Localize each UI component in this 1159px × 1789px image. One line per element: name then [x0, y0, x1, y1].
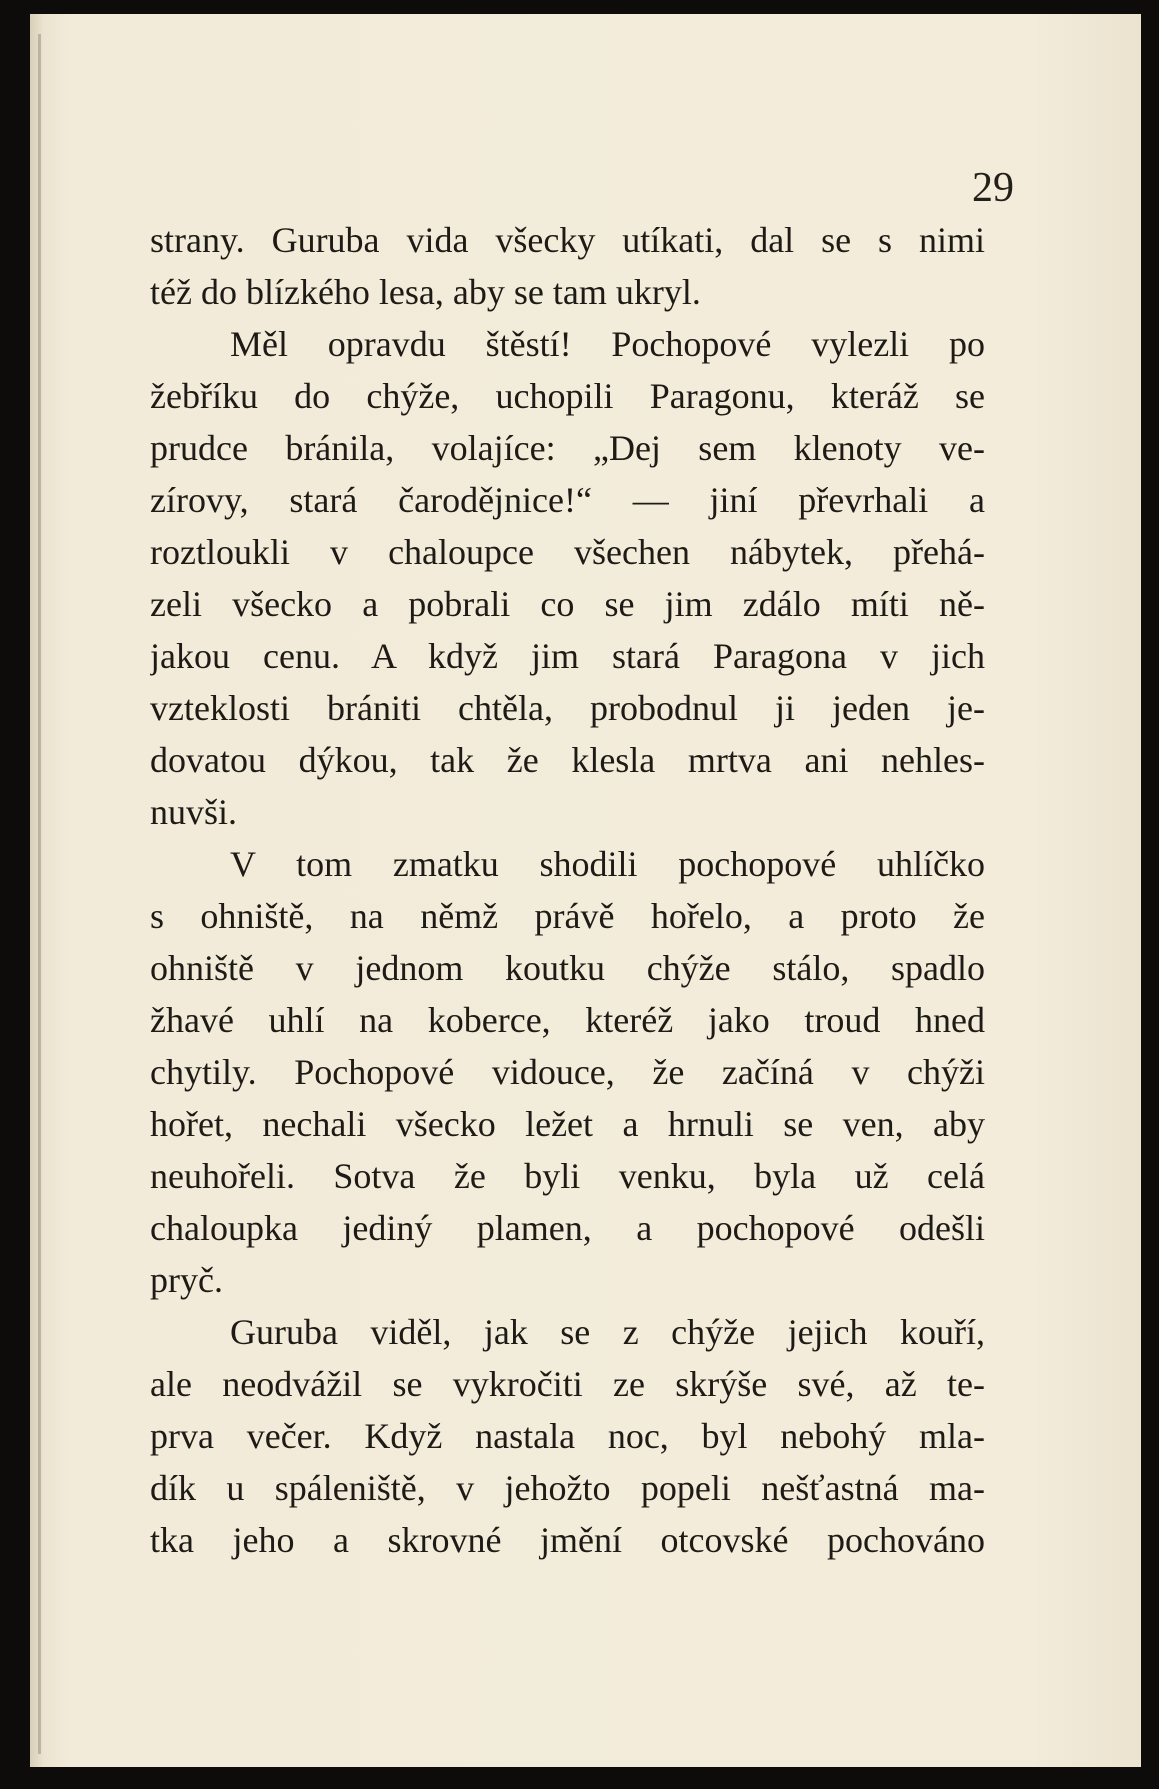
text-line: strany. Guruba vida všecky utíkati, dal se s nimi	[150, 220, 985, 260]
text-line: neuhořeli. Sotva že byli venku, byla už celá	[150, 1156, 985, 1196]
text-line: žebříku do chýže, uchopili Paragonu, kteráž se	[150, 376, 985, 416]
text-line: zírovy, stará čarodějnice!“ — jiní převrhali a	[150, 480, 985, 520]
text-line: Měl opravdu štěstí! Pochopové vylezli po	[230, 324, 985, 364]
text-line: pryč.	[150, 1260, 223, 1300]
text-line: dík u spáleniště, v jehožto popeli nešťastná ma-	[150, 1468, 985, 1508]
text-line: prudce bránila, volajíce: „Dej sem klenoty ve-	[150, 428, 985, 468]
page-gutter-edge	[38, 34, 41, 1754]
text-line: Guruba viděl, jak se z chýže jejich kouří,	[230, 1312, 985, 1352]
text-line: též do blízkého lesa, aby se tam ukryl.	[150, 272, 701, 312]
text-line: zeli všecko a pobrali co se jim zdálo míti ně-	[150, 584, 985, 624]
body-text	[150, 214, 985, 1566]
text-line: chytily. Pochopové vidouce, že začíná v chýži	[150, 1052, 985, 1092]
text-line: jakou cenu. A když jim stará Paragona v jich	[150, 636, 985, 676]
text-line: ale neodvážil se vykročiti ze skrýše své, až te-	[150, 1364, 985, 1404]
text-line: prva večer. Když nastala noc, byl nebohý mla-	[150, 1416, 985, 1456]
text-line: žhavé uhlí na koberce, kteréž jako troud hned	[150, 1000, 985, 1040]
page-number: 29	[972, 165, 1014, 211]
text-line: V tom zmatku shodili pochopové uhlíčko	[230, 844, 985, 884]
text-line: roztloukli v chaloupce všechen nábytek, přehá-	[150, 532, 985, 572]
text-line: nuvši.	[150, 792, 238, 832]
text-line: ohniště v jednom koutku chýže stálo, spadlo	[150, 948, 985, 988]
text-line: vzteklosti brániti chtěla, probodnul ji jeden je-	[150, 688, 985, 728]
text-line: tka jeho a skrovné jmění otcovské pochováno	[150, 1520, 985, 1560]
text-line: s ohniště, na němž právě hořelo, a proto že	[150, 896, 985, 936]
text-line: dovatou dýkou, tak že klesla mrtva ani nehles-	[150, 740, 985, 780]
text-line: hořet, nechali všecko ležet a hrnuli se ven, aby	[150, 1104, 985, 1144]
text-line: chaloupka jediný plamen, a pochopové odešli	[150, 1208, 985, 1248]
